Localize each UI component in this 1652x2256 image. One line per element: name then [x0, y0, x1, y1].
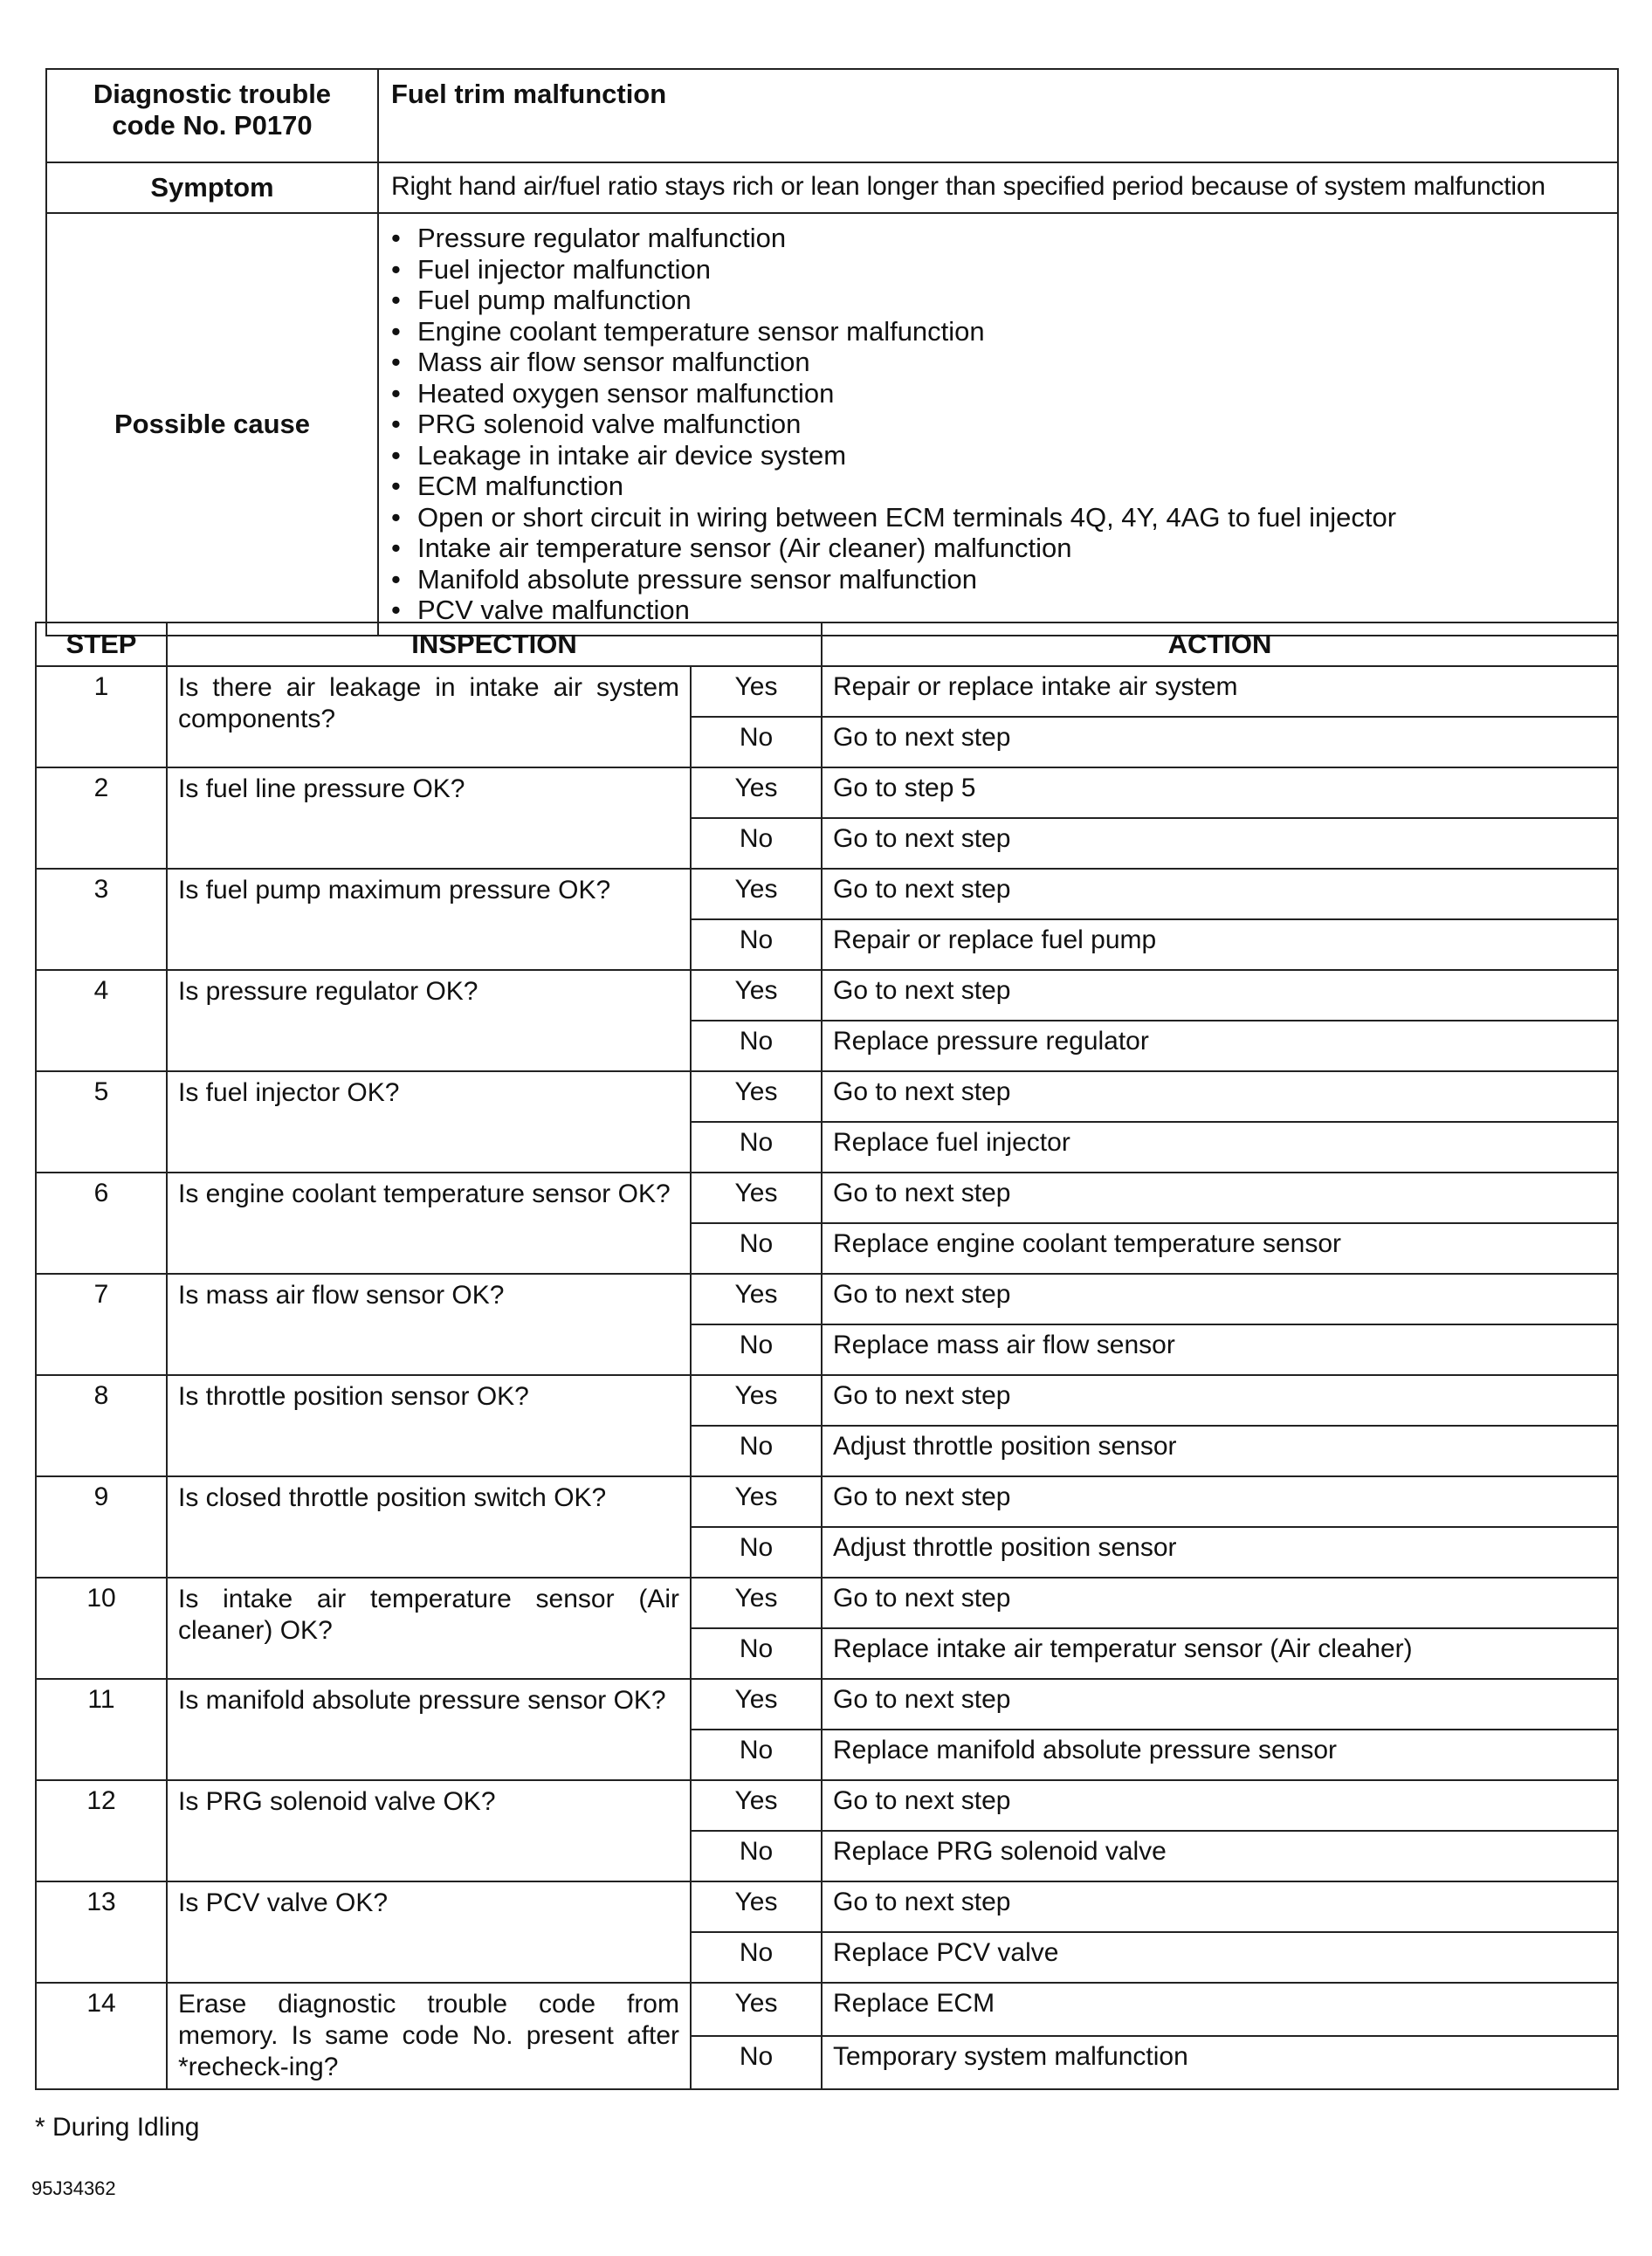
- answer-no: No: [691, 1223, 822, 1274]
- answer-yes: Yes: [691, 1274, 822, 1324]
- step-number: 13: [36, 1881, 167, 1983]
- possible-cause-item: • Engine coolant temperature sensor malfunction: [391, 316, 1605, 347]
- action-yes: Go to next step: [822, 1780, 1618, 1831]
- answer-yes: Yes: [691, 970, 822, 1021]
- answer-yes: Yes: [691, 1476, 822, 1527]
- step-row-yes: [36, 1071, 1618, 1122]
- step-row-yes: [36, 1983, 1618, 2036]
- answer-no: No: [691, 717, 822, 767]
- inspection-question: Is PRG solenoid valve OK?: [167, 1780, 691, 1881]
- possible-cause-item: • Pressure regulator malfunction: [391, 223, 1605, 254]
- step-row-yes: [36, 1274, 1618, 1324]
- answer-yes: Yes: [691, 666, 822, 717]
- action-no: Adjust throttle position sensor: [822, 1426, 1618, 1476]
- inspection-question: Is closed throttle position switch OK?: [167, 1476, 691, 1578]
- step-row-yes: [36, 869, 1618, 919]
- action-yes: Go to next step: [822, 1173, 1618, 1223]
- step-row-yes: [36, 1780, 1618, 1831]
- action-yes: Go to next step: [822, 1476, 1618, 1527]
- possible-cause-item: • Manifold absolute pressure sensor malfunction: [391, 564, 1605, 595]
- inspection-steps-table: [35, 622, 1619, 2090]
- steps-header-row: [36, 622, 1618, 666]
- step-number: 14: [36, 1983, 167, 2089]
- action-yes: Go to step 5: [822, 767, 1618, 818]
- action-yes: Go to next step: [822, 1881, 1618, 1932]
- answer-yes: Yes: [691, 1983, 822, 2036]
- step-number: 7: [36, 1274, 167, 1375]
- inspection-question: Is engine coolant temperature sensor OK?: [167, 1173, 691, 1274]
- answer-no: No: [691, 1527, 822, 1578]
- symptom-text: Right hand air/fuel ratio stays rich or lean longer than specified period because of system malfunction: [378, 162, 1618, 213]
- step-row-yes: [36, 1881, 1618, 1932]
- answer-yes: Yes: [691, 1780, 822, 1831]
- step-row-yes: [36, 767, 1618, 818]
- possible-cause-item: • Mass air flow sensor malfunction: [391, 347, 1605, 378]
- dtc-row: [46, 69, 1618, 162]
- step-number: 2: [36, 767, 167, 869]
- answer-no: No: [691, 1730, 822, 1780]
- action-yes: Go to next step: [822, 1679, 1618, 1730]
- inspection-question: Erase diagnostic trouble code from memory. Is same code No. present after *recheck-ing?: [167, 1983, 691, 2089]
- action-no: Replace PCV valve: [822, 1932, 1618, 1983]
- dtc-code-label: Diagnostic trouble code No. P0170: [46, 69, 378, 162]
- answer-no: No: [691, 919, 822, 970]
- answer-yes: Yes: [691, 1173, 822, 1223]
- inspection-question: Is PCV valve OK?: [167, 1881, 691, 1983]
- possible-cause-row: [46, 213, 1618, 636]
- action-no: Replace fuel injector: [822, 1122, 1618, 1173]
- possible-cause-label: Possible cause: [46, 213, 378, 636]
- answer-no: No: [691, 1324, 822, 1375]
- step-number: 10: [36, 1578, 167, 1679]
- action-yes: Go to next step: [822, 1375, 1618, 1426]
- dtc-header-table: [45, 68, 1619, 636]
- action-yes: Go to next step: [822, 1274, 1618, 1324]
- action-no: Replace intake air temperatur sensor (Air cleaher): [822, 1628, 1618, 1679]
- step-row-yes: [36, 1476, 1618, 1527]
- step-number: 8: [36, 1375, 167, 1476]
- step-row-yes: [36, 970, 1618, 1021]
- possible-cause-item: • Leakage in intake air device system: [391, 440, 1605, 471]
- action-no: Replace pressure regulator: [822, 1021, 1618, 1071]
- answer-yes: Yes: [691, 1375, 822, 1426]
- inspection-question: Is fuel line pressure OK?: [167, 767, 691, 869]
- inspection-question: Is intake air temperature sensor (Air cleaner) OK?: [167, 1578, 691, 1679]
- action-no: Adjust throttle position sensor: [822, 1527, 1618, 1578]
- action-yes: Repair or replace intake air system: [822, 666, 1618, 717]
- step-number: 12: [36, 1780, 167, 1881]
- answer-no: No: [691, 1426, 822, 1476]
- symptom-row: [46, 162, 1618, 213]
- step-number: 11: [36, 1679, 167, 1780]
- step-row-yes: [36, 666, 1618, 717]
- action-yes: Go to next step: [822, 1578, 1618, 1628]
- possible-cause-cell: [378, 213, 1618, 636]
- answer-no: No: [691, 2036, 822, 2089]
- step-number: 1: [36, 666, 167, 767]
- answer-no: No: [691, 1932, 822, 1983]
- step-row-yes: [36, 1173, 1618, 1223]
- step-row-yes: [36, 1679, 1618, 1730]
- step-number: 6: [36, 1173, 167, 1274]
- action-column-header: ACTION: [822, 622, 1618, 666]
- possible-cause-item: • Fuel injector malfunction: [391, 254, 1605, 285]
- inspection-question: Is manifold absolute pressure sensor OK?: [167, 1679, 691, 1780]
- answer-yes: Yes: [691, 1679, 822, 1730]
- answer-yes: Yes: [691, 1578, 822, 1628]
- inspection-question: Is mass air flow sensor OK?: [167, 1274, 691, 1375]
- inspection-question: Is fuel injector OK?: [167, 1071, 691, 1173]
- inspection-column-header: INSPECTION: [167, 622, 822, 666]
- inspection-question: Is pressure regulator OK?: [167, 970, 691, 1071]
- answer-no: No: [691, 1122, 822, 1173]
- answer-no: No: [691, 818, 822, 869]
- action-no: Replace mass air flow sensor: [822, 1324, 1618, 1375]
- step-row-yes: [36, 1578, 1618, 1628]
- inspection-question: Is fuel pump maximum pressure OK?: [167, 869, 691, 970]
- possible-cause-item: • Heated oxygen sensor malfunction: [391, 378, 1605, 409]
- action-yes: Go to next step: [822, 1071, 1618, 1122]
- answer-yes: Yes: [691, 1071, 822, 1122]
- answer-yes: Yes: [691, 1881, 822, 1932]
- action-yes: Go to next step: [822, 869, 1618, 919]
- possible-cause-item: • ECM malfunction: [391, 471, 1605, 502]
- answer-no: No: [691, 1628, 822, 1679]
- footnote: * During Idling: [35, 2113, 200, 2142]
- dtc-title: Fuel trim malfunction: [378, 69, 1618, 162]
- answer-yes: Yes: [691, 767, 822, 818]
- step-row-yes: [36, 1375, 1618, 1426]
- symptom-label: Symptom: [46, 162, 378, 213]
- answer-no: No: [691, 1021, 822, 1071]
- possible-cause-item: • PRG solenoid valve malfunction: [391, 409, 1605, 440]
- action-yes: Go to next step: [822, 970, 1618, 1021]
- action-no: Repair or replace fuel pump: [822, 919, 1618, 970]
- step-column-header: STEP: [36, 622, 167, 666]
- figure-id: 95J34362: [31, 2177, 116, 2199]
- action-yes: Replace ECM: [822, 1983, 1618, 2036]
- possible-cause-item: • Intake air temperature sensor (Air cleaner) malfunction: [391, 533, 1605, 564]
- step-number: 5: [36, 1071, 167, 1173]
- possible-cause-item: • PCV valve malfunction: [391, 595, 1605, 626]
- answer-no: No: [691, 1831, 822, 1881]
- action-no: Replace manifold absolute pressure sensor: [822, 1730, 1618, 1780]
- answer-yes: Yes: [691, 869, 822, 919]
- action-no: Replace engine coolant temperature sensor: [822, 1223, 1618, 1274]
- inspection-question: Is throttle position sensor OK?: [167, 1375, 691, 1476]
- step-number: 3: [36, 869, 167, 970]
- action-no: Go to next step: [822, 818, 1618, 869]
- steps-body: [36, 666, 1618, 2089]
- action-no: Replace PRG solenoid valve: [822, 1831, 1618, 1881]
- action-no: Temporary system malfunction: [822, 2036, 1618, 2089]
- inspection-question: Is there air leakage in intake air system components?: [167, 666, 691, 767]
- step-number: 4: [36, 970, 167, 1071]
- action-no: Go to next step: [822, 717, 1618, 767]
- possible-cause-item: • Fuel pump malfunction: [391, 285, 1605, 316]
- possible-cause-item: • Open or short circuit in wiring between ECM terminals 4Q, 4Y, 4AG to fuel injector: [391, 502, 1605, 533]
- possible-cause-list: [391, 223, 1605, 626]
- step-number: 9: [36, 1476, 167, 1578]
